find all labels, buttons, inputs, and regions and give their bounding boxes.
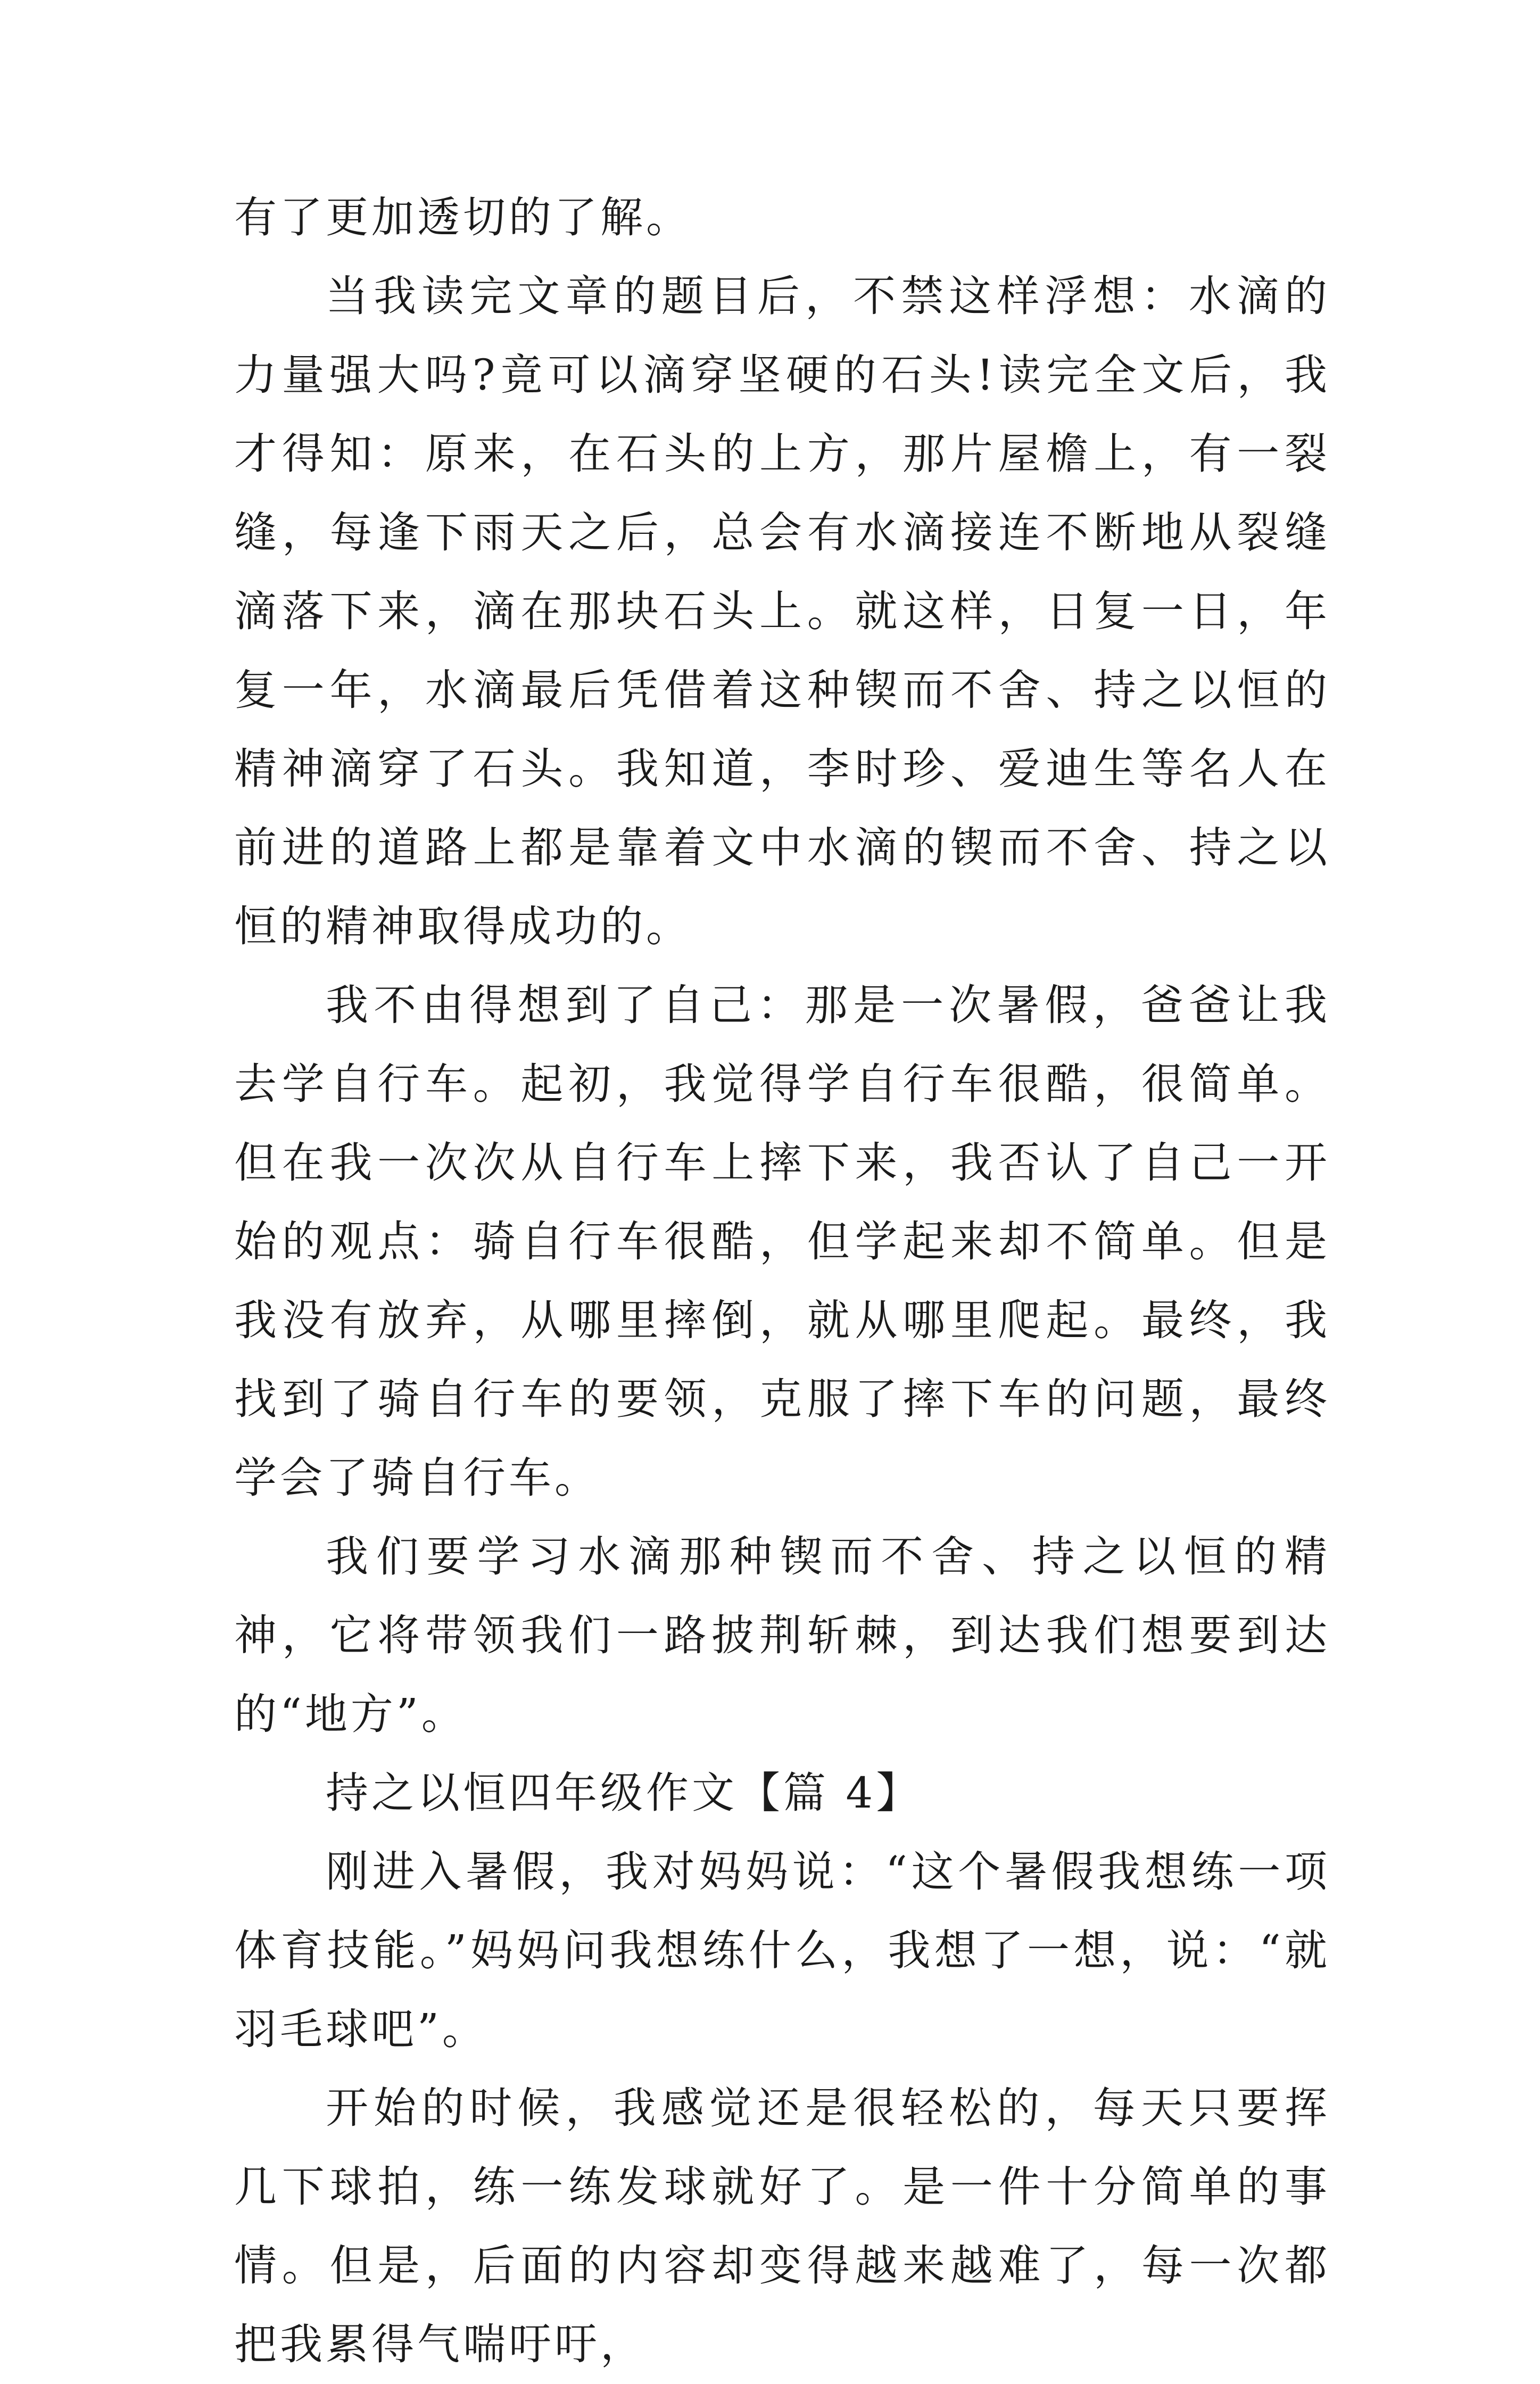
paragraph-continuation: 有了更加透切的了解。 [234, 193, 692, 242]
document-body [234, 178, 1330, 2384]
paragraph-badminton: 开始的时候，我感觉还是很轻松的，每天只要挥几下球拍，练一练发球就好了。是一件十分简单的事情。但是，后面的内容却变得越来越难了，每一次都把我累得气喘吁吁， [234, 2083, 1330, 2369]
paragraph-summer-sport: 刚进入暑假，我对妈妈说：“这个暑假我想练一项体育技能。”妈妈问我想练什么，我想了一想，说：“就羽毛球吧”。 [234, 1847, 1330, 2054]
paragraph-bicycle: 我不由得想到了自己：那是一次暑假，爸爸让我去学自行车。起初，我觉得学自行车很酷，很简单。但在我一次次从自行车上摔下来，我否认了自己一开始的观点：骑自行车很酷，但学起来却不简单。但是我没有放弃，从哪里摔倒，就从哪里爬起。最终，我找到了骑自行车的要领，克服了摔下车的问题，最终学会了骑自行车。 [234, 980, 1330, 1503]
paragraph-water-drop: 当我读完文章的题目后，不禁这样浮想：水滴的力量强大吗?竟可以滴穿坚硬的石头!读完全文后，我才得知：原来，在石头的上方，那片屋檐上，有一裂缝，每逢下雨天之后，总会有水滴接连不断地从裂缝滴落下来，滴在那块石头上。就这样，日复一日，年复一年，水滴最后凭借着这种锲而不舍、持之以恒的精神滴穿了石头。我知道，李时珍、爱迪生等名人在前进的道路上都是靠着文中水滴的锲而不舍、持之以恒的精神取得成功的。 [234, 271, 1330, 951]
paragraph-conclusion: 我们要学习水滴那种锲而不舍、持之以恒的精神，它将带领我们一路披荆斩棘，到达我们想要到达的“地方”。 [234, 1532, 1330, 1739]
section-heading: 持之以恒四年级作文【篇 4】 [326, 1768, 922, 1818]
